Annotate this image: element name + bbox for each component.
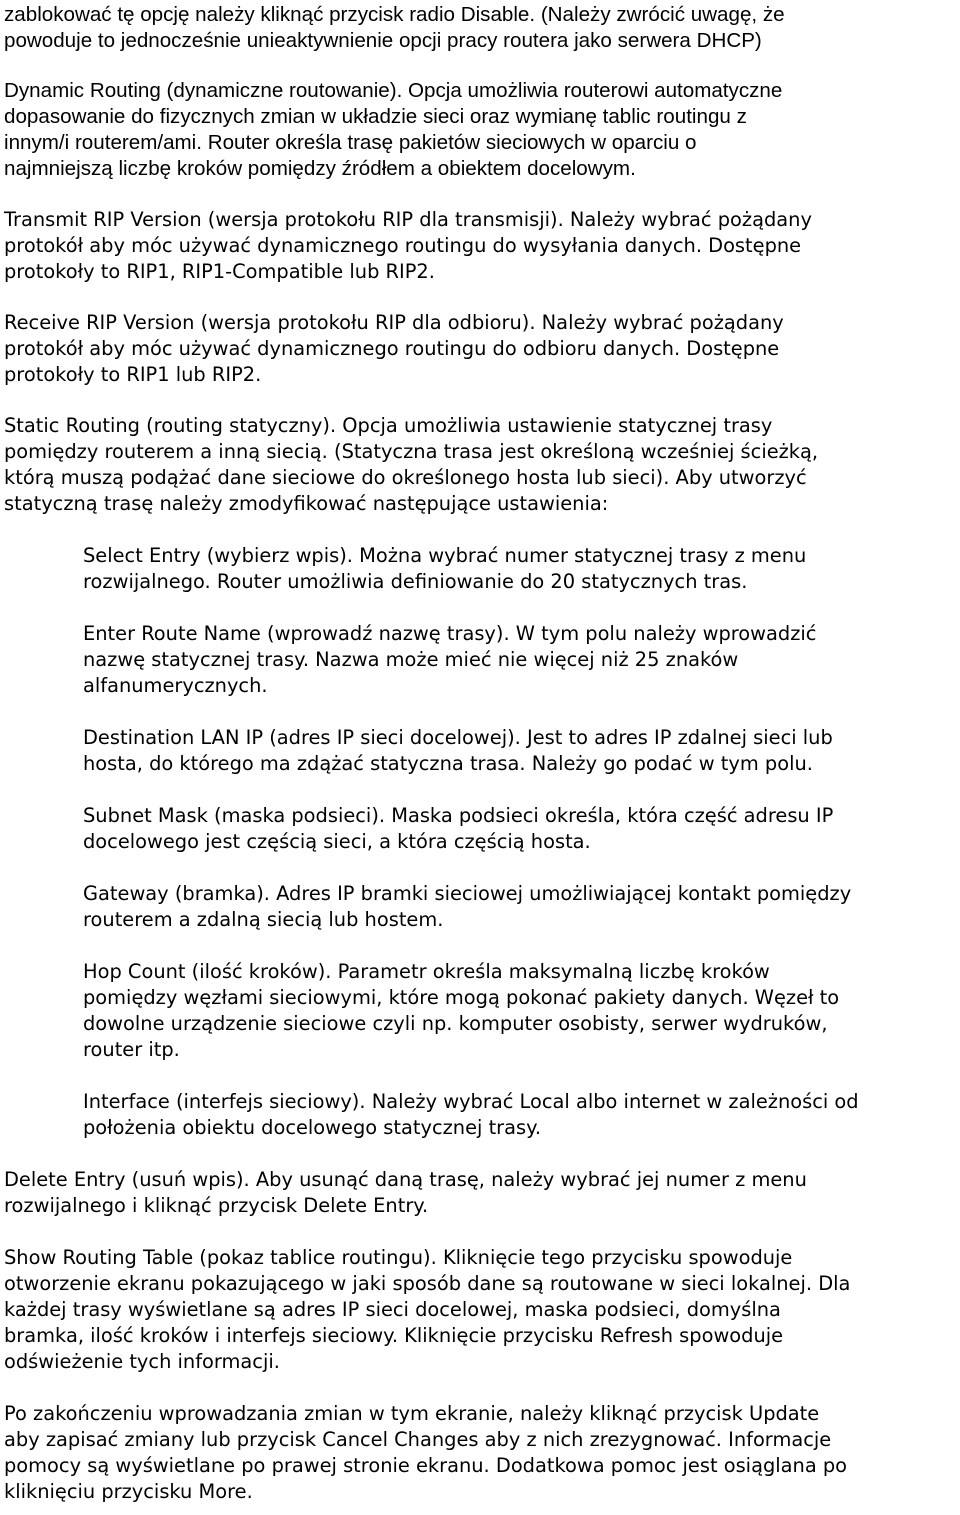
paragraph-dynamic-routing: Dynamic Routing (dynamiczne routowanie). Opcja umożliwia routerowi automatyczne dopasowanie do fizycznych zmian w układzie sieci oraz wymianę tablic routingu z innym/i routerem/ami. Router określa trasę pakietów sieciowych w oparciu o najmniejszą liczbę kroków pomiędzy źródłem a obiektem docelowym.	[4, 79, 783, 180]
paragraph-enter-route-name: Enter Route Name (wprowadź nazwę trasy). W tym polu należy wprowadzić nazwę statycznej trasy. Nazwa może mieć nie więcej niż 25 znaków alfanumerycznych.	[83, 622, 817, 697]
paragraph-disable-dhcp-note: zablokować tę opcję należy kliknąć przycisk radio Disable. (Należy zwrócić uwagę, że powoduje to jednocześnie unieaktywnienie opcji pracy routera jako serwera DHCP)	[4, 3, 785, 52]
paragraph-select-entry: Select Entry (wybierz wpis). Można wybrać numer statycznej trasy z menu rozwijalnego. Router umożliwia definiowanie do 20 statycznych tras.	[83, 544, 807, 593]
paragraph-hop-count: Hop Count (ilość kroków). Parametr określa maksymalną liczbę kroków pomiędzy węzłami sieciowymi, które mogą pokonać pakiety danych. Węzeł to dowolne urządzenie sieciowe czyli np. komputer osobisty, serwer wydruków, router itp.	[83, 960, 840, 1061]
paragraph-transmit-rip-version: Transmit RIP Version (wersja protokołu RIP dla transmisji). Należy wybrać pożądany protokół aby móc używać dynamicznego routingu do wysyłania danych. Dostępne protokoły to RIP1, RIP1-Compatible lub RIP2.	[4, 208, 812, 283]
paragraph-delete-entry: Delete Entry (usuń wpis). Aby usunąć daną trasę, należy wybrać jej numer z menu rozwijalnego i kliknąć przycisk Delete Entry.	[4, 1168, 807, 1217]
document-page	[4, 2, 960, 1505]
paragraph-gateway: Gateway (bramka). Adres IP bramki sieciowej umożliwiającej kontakt pomiędzy routerem a zdalną siecią lub hostem.	[83, 882, 852, 931]
paragraph-destination-lan-ip: Destination LAN IP (adres IP sieci docelowej). Jest to adres IP zdalnej sieci lub hosta, do którego ma zdążać statyczna trasa. Należy go podać w tym polu.	[83, 726, 833, 775]
paragraph-update-cancel-changes: Po zakończeniu wprowadzania zmian w tym ekranie, należy kliknąć przycisk Update aby zapisać zmiany lub przycisk Cancel Changes aby z nich zrezygnować. Informacje pomocy są wyświetlane po prawej stronie ekranu. Dodatkowa pomoc jest osiąglana po kliknięciu przycisku More.	[4, 1402, 848, 1503]
paragraph-show-routing-table: Show Routing Table (pokaz tablice routingu). Kliknięcie tego przycisku spowoduje otworzenie ekranu pokazującego w jaki sposób dane są routowane w sieci lokalnej. Dla każdej trasy wyświetlane są adres IP sieci docelowej, maska podsieci, domyślna bramka, ilość kroków i interfejs sieciowy. Kliknięcie przycisku Refresh spowoduje odświeżenie tych informacji.	[4, 1246, 851, 1373]
paragraph-interface: Interface (interfejs sieciowy). Należy wybrać Local albo internet w zależności od położenia obiektu docelowego statycznej trasy.	[83, 1090, 859, 1139]
paragraph-subnet-mask: Subnet Mask (maska podsieci). Maska podsieci określa, która część adresu IP docelowego jest częścią sieci, a która częścią hosta.	[83, 804, 834, 853]
paragraph-static-routing: Static Routing (routing statyczny). Opcja umożliwia ustawienie statycznej trasy pomiędzy routerem a inną siecią. (Statyczna trasa jest określoną wcześniej ścieżką, którą muszą podążać dane sieciowe do określonego hosta lub sieci). Aby utworzyć statyczną trasę należy zmodyfikować następujące ustawienia:	[4, 414, 819, 515]
paragraph-receive-rip-version: Receive RIP Version (wersja protokołu RIP dla odbioru). Należy wybrać pożądany protokół aby móc używać dynamicznego routingu do odbioru danych. Dostępne protokoły to RIP1 lub RIP2.	[4, 311, 784, 386]
